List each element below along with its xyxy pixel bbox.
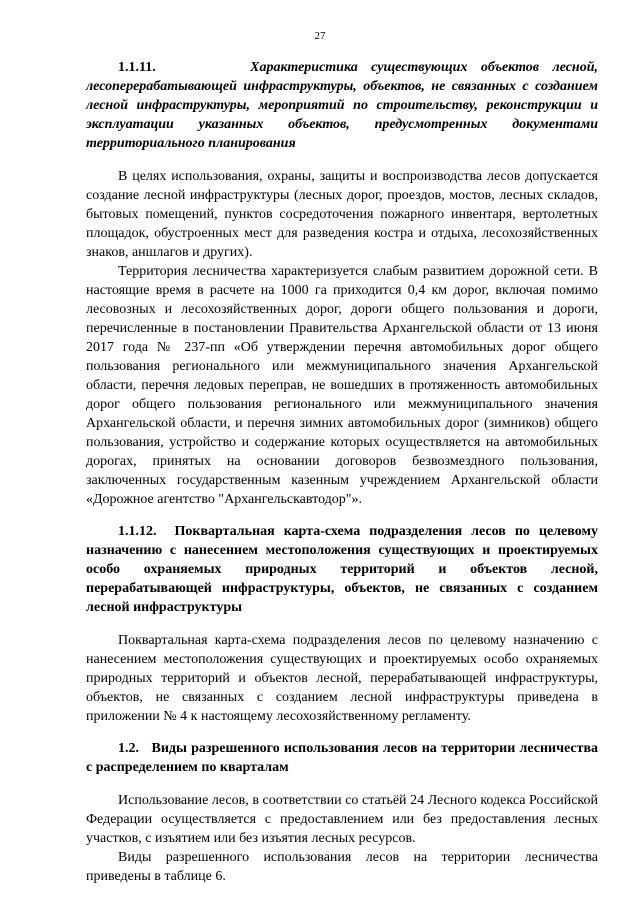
heading-text: Поквартальная карта-схема подразделения лесов по целевому назначению с нанесением местоположения существующих и проектируемых особо охраняемых природных территорий и объектов лесной, перерабатывающей инфраструктуры, объектов, не связанных с созданием лесной инфраструктуры xyxy=(86,524,599,615)
page-number: 27 xyxy=(314,30,326,42)
heading-text: Характеристика существующих объектов лесной, лесоперерабатывающей инфраструктуры, объектов, не связанных с созданием лесной инфраструктуры, мероприятий по строительству, реконструкции и эксплуатации указанных объектов, предусмотренных документами территориального планирования xyxy=(86,60,598,151)
paragraph: Виды разрешенного использования лесов на территории лесничества приведены в таблице 6. xyxy=(86,850,598,884)
paragraph: Поквартальная карта-схема подразделения лесов по целевому назначению с нанесением местоположения существующих и проектируемых особо охраняемых природных территорий и объектов лесной, перерабатывающей инфраструктуры, объектов, не связанных с созданием лесной инфраструктуры приведена в приложении № 4 к настоящему лесохозяйственному регламенту. xyxy=(86,633,598,724)
heading-number: 1.1.11. xyxy=(118,60,156,75)
page-content xyxy=(86,58,598,886)
heading-number: 1.2. xyxy=(118,741,139,756)
paragraph: Использование лесов, в соответствии со статьёй 24 Лесного кодекса Российской Федерации осуществляется с предоставлением или без предоставления лесных участков, с изъятием или без изъятия лесных ресурсов. xyxy=(86,793,598,846)
paragraph: В целях использования, охраны, защиты и воспроизводства лесов допускается создание лесной инфраструктуры (лесных дорог, проездов, мостов, лесных складов, бытовых помещений, пунктов сосредоточения пожарного инвентаря, вертолетных площадок, обустроенных мест для разведения костра и отдыха, лесохозяйственных знаков, аншлагов и других). xyxy=(86,169,598,260)
section-heading-1-1-12 xyxy=(86,522,598,617)
heading-number: 1.1.12. xyxy=(118,524,157,539)
paragraph: Территория лесничества характеризуется слабым развитием дорожной сети. В настоящие время в расчете на 1000 га приходится 0,4 км дорог, включая помимо лесовозных и лесохозяйственных дорог, дороги общего пользования и дороги, перечисленные в постановлении Правительства Архангельской области от 13 июня 2017 года № 237-пп «Об утверждении перечня автомобильных дорог общего пользования регионального или межмуниципального значения Архангельской области, перечня ледовых переправ, не вошедших в протяженность автомобильных дорог общего пользования регионального или межмуниципального значения Архангельской области, и перечня зимних автомобильных дорог (зимников) общего пользования, устройство и содержание которых осуществляется на автомобильных дорогах, принятых на основании договоров безвозмездного пользования, заключенных государственным казенным учреждением Архангельской области «Дорожное агентство "Архангельскавтодор"». xyxy=(86,264,598,507)
section-heading-1-2 xyxy=(86,739,598,777)
heading-text: Виды разрешенного использования лесов на территории лесничества с распределением по кварталам xyxy=(86,741,599,775)
section-heading-1-1-11 xyxy=(86,58,598,153)
